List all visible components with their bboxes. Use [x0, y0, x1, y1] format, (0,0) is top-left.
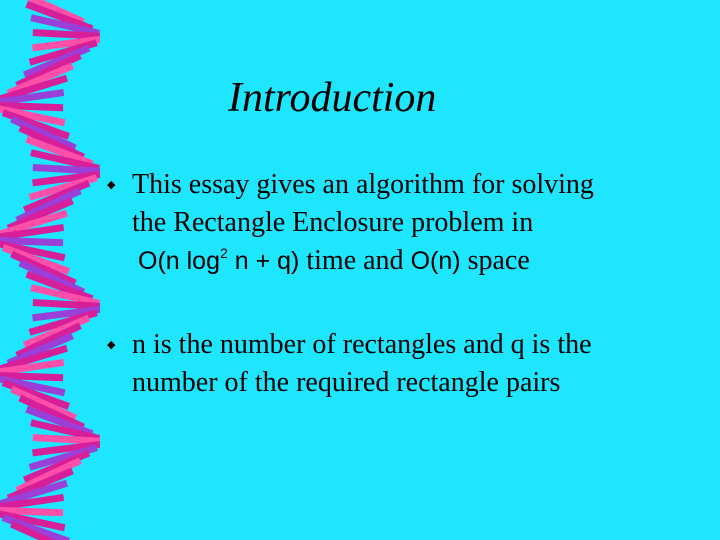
time-and-text: time and [299, 245, 411, 276]
bullet-text-1 [132, 166, 594, 280]
formula-suffix: n + q) [227, 247, 300, 275]
bullet-1-line-3 [132, 242, 530, 280]
slide-title: Introduction [228, 75, 437, 121]
bullet-1-line-2: the Rectangle Enclosure problem in [132, 207, 534, 238]
decorative-wave-ribbon [0, 0, 100, 540]
formula-prefix: O(n log [138, 247, 220, 275]
bullet-diamond-icon: ◆ [107, 179, 116, 191]
space-text: space [460, 245, 530, 276]
bullet-text-2 [132, 326, 592, 402]
bullet-1-line-1: This essay gives an algorithm for solving [132, 169, 594, 200]
bullet-item-1 [107, 166, 697, 280]
bullet-item-2 [107, 326, 697, 402]
bullet-diamond-icon: ◆ [107, 339, 116, 351]
time-complexity-formula [138, 247, 299, 275]
bullet-2-line-1: n is the number of rectangles and q is the [132, 329, 592, 360]
space-complexity-formula: O(n) [410, 247, 461, 275]
formula-exponent: 2 [219, 245, 228, 261]
bullet-2-line-2: number of the required rectangle pairs [132, 367, 561, 398]
